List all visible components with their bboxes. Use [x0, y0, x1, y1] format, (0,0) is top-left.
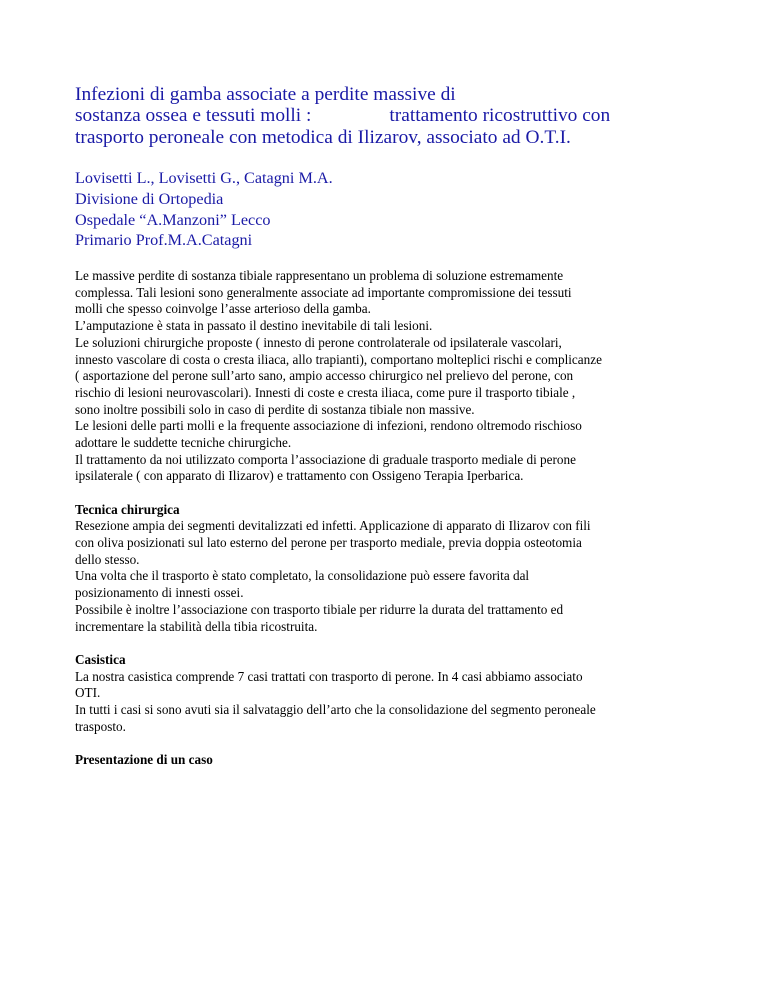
title-line-2-part-2: trattamento ricostruttivo con [389, 105, 611, 127]
authors-hospital: Ospedale “A.Manzoni” Lecco [75, 210, 271, 229]
intro-line: rischio di lesioni neurovascolari). Innesti di coste e cresta iliaca, come pure il trasporto tibiale , [75, 384, 576, 400]
tecnica-heading: Tecnica chirurgica [75, 501, 180, 517]
document-page [75, 84, 705, 769]
intro-line: adottare le suddette tecniche chirurgiche. [75, 435, 292, 451]
tecnica-line: Possibile è inoltre l’associazione con trasporto tibiale per ridurre la durata del trattamento ed [75, 601, 564, 617]
casistica-line: In tutti i casi si sono avuti sia il salvataggio dell’arto che la consolidazione del segmento peroneale [75, 701, 596, 717]
title-line-2 [75, 105, 705, 126]
casistica-line: La nostra casistica comprende 7 casi trattati con trasporto di perone. In 4 casi abbiamo associato [75, 668, 583, 684]
tecnica-line: Resezione ampia dei segmenti devitalizzati ed infetti. Applicazione di apparato di Ilizarov con fili [75, 518, 591, 534]
title-line-1: Infezioni di gamba associate a perdite massive di [75, 84, 456, 105]
intro-line: molli che spesso coinvolge l’asse arterioso della gamba. [75, 301, 371, 317]
tecnica-section [75, 502, 705, 636]
tecnica-line: incrementare la stabilità della tibia ricostruita. [75, 618, 318, 634]
intro-line: Le soluzioni chirurgiche proposte ( innesto di perone controlaterale od ipsilaterale vascolari, [75, 334, 562, 350]
tecnica-line: Una volta che il trasporto è stato completato, la consolidazione può essere favorita dal [75, 568, 530, 584]
intro-line: L’amputazione è stata in passato il destino inevitabile di tali lesioni. [75, 318, 433, 334]
title-line-3: trasporto peroneale con metodica di Ilizarov, associato ad O.T.I. [75, 126, 571, 148]
authors-division: Divisione di Ortopedia [75, 189, 224, 208]
authors-block [75, 168, 705, 251]
tecnica-line: con oliva posizionati sul lato esterno del perone per trasporto mediale, previa doppia osteotomia [75, 535, 582, 551]
presentazione-heading: Presentazione di un caso [75, 751, 213, 767]
authors-names: Lovisetti L., Lovisetti G., Catagni M.A. [75, 169, 333, 188]
intro-line: Le lesioni delle parti molli e la frequente associazione di infezioni, rendono oltremodo rischioso [75, 418, 582, 434]
intro-line: Le massive perdite di sostanza tibiale rappresentano un problema di soluzione estremamente [75, 268, 564, 284]
casistica-line: trasposto. [75, 718, 126, 734]
tecnica-line: dello stesso. [75, 551, 140, 567]
intro-line: ( asportazione del perone sull’arto sano, ampio accesso chirurgico nel prelievo del perone, con [75, 368, 574, 384]
casistica-line: OTI. [75, 685, 101, 701]
authors-primario: Primario Prof.M.A.Catagni [75, 231, 253, 250]
intro-line: ipsilaterale ( con apparato di Ilizarov) e trattamento con Ossigeno Terapia Iperbarica. [75, 468, 524, 484]
intro-line: innesto vascolare di costa o cresta iliaca, allo trapianti), comportano molteplici rischi e complicanze [75, 351, 602, 367]
title-line-2-part-1: sostanza ossea e tessuti molli : [75, 105, 312, 127]
document-title [75, 84, 705, 148]
intro-paragraph [75, 268, 705, 485]
intro-line: sono inoltre possibili solo in caso di perdite di sostanza tibiale non massive. [75, 401, 475, 417]
intro-line: complessa. Tali lesioni sono generalmente associate ad importante compromissione dei tessuti [75, 284, 572, 300]
intro-line: Il trattamento da noi utilizzato comporta l’associazione di graduale trasporto mediale di perone [75, 451, 576, 467]
casistica-section [75, 652, 705, 736]
presentazione-section [75, 752, 705, 769]
tecnica-line: posizionamento di innesti ossei. [75, 585, 244, 601]
casistica-heading: Casistica [75, 651, 126, 667]
